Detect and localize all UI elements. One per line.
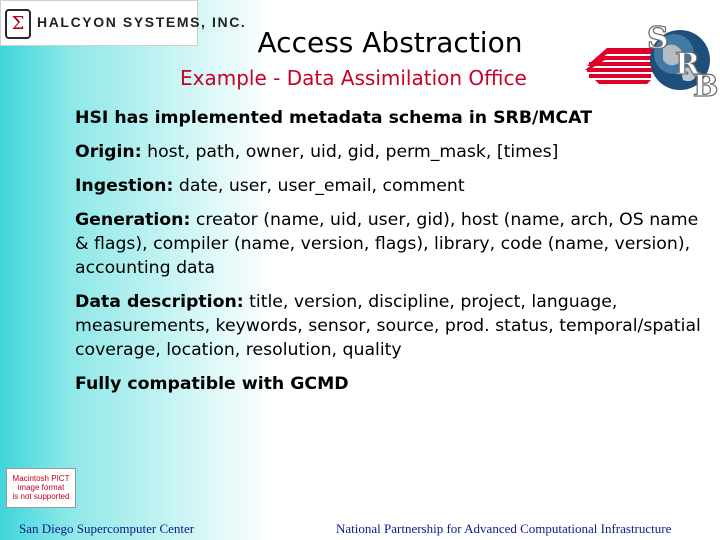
paragraph-lead: Generation: xyxy=(75,210,191,230)
paragraph-lead: Ingestion: xyxy=(75,176,174,196)
footer-right: National Partnership for Advanced Computational Infrastructure xyxy=(336,521,672,536)
paragraph-ingestion xyxy=(75,174,705,198)
pict-placeholder-image xyxy=(6,468,76,508)
paragraph-generation xyxy=(75,208,705,280)
paragraph-text: creator (name, uid, user, gid), host (name, arch, OS name & flags), compiler (name, version, flags), library, code (name, version), accounting data xyxy=(75,210,699,278)
paragraph-lead: HSI has implemented metadata schema in SRB/MCAT xyxy=(75,108,593,128)
slide-title: Access Abstraction xyxy=(257,26,523,59)
srb-letter-b: B xyxy=(693,69,719,98)
logo-text: HALCYON SYSTEMS, INC. xyxy=(37,14,247,30)
paragraph-lead: Fully compatible with GCMD xyxy=(75,374,349,394)
paragraph-text: host, path, owner, uid, gid, perm_mask, [times] xyxy=(141,142,559,162)
paragraph-gcmd xyxy=(75,372,705,396)
paragraph-data-description xyxy=(75,290,705,362)
slide-body xyxy=(75,106,705,406)
footer-left: San Diego Supercomputer Center xyxy=(19,521,195,536)
paragraph-hsi xyxy=(75,106,705,130)
pict-line: image format xyxy=(17,483,65,492)
pict-line: is not supported xyxy=(12,492,70,501)
slide-subtitle: Example - Data Assimilation Office xyxy=(180,66,527,90)
paragraph-text: date, user, user_email, comment xyxy=(173,176,465,196)
paragraph-lead: Origin: xyxy=(75,142,142,162)
srb-logo xyxy=(585,18,720,98)
srb-letter-r: R xyxy=(675,47,700,82)
srb-letter-s: S xyxy=(647,21,669,56)
pict-line: Macintosh PICT xyxy=(12,474,70,483)
sigma-icon: Σ xyxy=(5,9,31,39)
paragraph-origin xyxy=(75,140,705,164)
paragraph-lead: Data description: xyxy=(75,292,244,312)
paragraph-text: title, version, discipline, project, language, measurements, keywords, sensor, source, prod. status, temporal/spatial coverage, location, resolution, quality xyxy=(75,292,701,360)
